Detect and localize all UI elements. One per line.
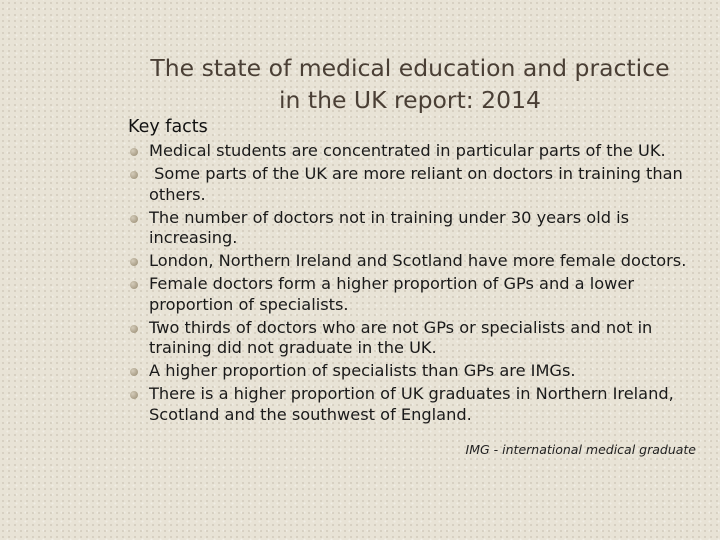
img-footnote: IMG - international medical graduate — [465, 442, 696, 457]
list-item-text: There is a higher proportion of UK graduates in Northern Ireland, Scotland and the southwest of England. — [149, 384, 679, 424]
list-item-text: Female doctors form a higher proportion of GPs and a lower proportion of specialists. — [149, 274, 640, 314]
key-facts-heading: Key facts — [128, 117, 208, 137]
list-item — [130, 361, 700, 382]
bullet-dot-icon — [130, 325, 138, 333]
list-item — [130, 164, 700, 205]
list-item-text: The number of doctors not in training under 30 years old is increasing. — [149, 207, 635, 247]
list-item — [130, 208, 700, 249]
list-item — [130, 251, 700, 272]
slide-title — [120, 52, 700, 116]
list-item-text: Some parts of the UK are more reliant on doctors in training than others. — [149, 164, 688, 204]
bullet-dot-icon — [130, 391, 138, 399]
bullet-dot-icon — [130, 258, 138, 266]
list-item-text: Two thirds of doctors who are not GPs or specialists and not in training did not graduate in the UK. — [149, 317, 658, 357]
list-item-text: Medical students are concentrated in particular parts of the UK. — [149, 141, 666, 160]
slide-title-line-1: The state of medical education and practice — [150, 53, 670, 82]
list-item-text: A higher proportion of specialists than GPs are IMGs. — [149, 361, 576, 380]
list-item — [130, 274, 700, 315]
bullet-dot-icon — [130, 171, 138, 179]
list-item — [130, 141, 700, 162]
bullet-dot-icon — [130, 368, 138, 376]
bullet-dot-icon — [130, 148, 138, 156]
list-item — [130, 318, 700, 359]
list-item — [130, 384, 700, 425]
bullet-dot-icon — [130, 281, 138, 289]
slide-title-line-2: in the UK report: 2014 — [279, 85, 541, 114]
key-facts-list — [130, 141, 700, 428]
list-item-text: London, Northern Ireland and Scotland have more female doctors. — [149, 251, 687, 270]
bullet-dot-icon — [130, 215, 138, 223]
